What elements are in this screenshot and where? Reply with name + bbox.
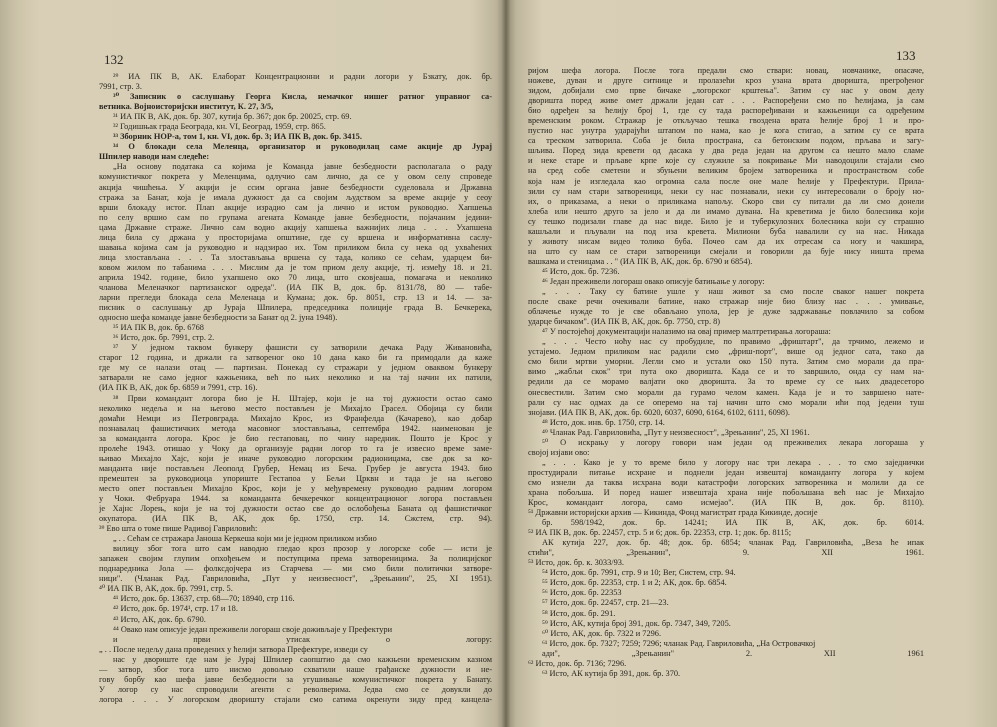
text-line: онесвестили. Затим смо морали да гурамо челом камен. Када је и то завршено нате- bbox=[528, 387, 924, 397]
text-line: облачење нужде то је све обављано упола, јер је дуже задржавање повлачило за собом bbox=[528, 307, 924, 317]
text-line: лица била су држана у просторијама општине, где су вршена и информативна саслу- bbox=[99, 232, 492, 242]
text-line: ⁴⁴ Овако нам описује један преживели логораш своје доживљаје у Префектури bbox=[113, 624, 393, 634]
text-line: њивао Михајло Хајс, који је иначе руководио логорским радионицама, све док за ко- bbox=[99, 453, 492, 463]
text-line: пустио нас унутра ударајући штапом по нама, као је кога стигао, а затим су се врата bbox=[528, 126, 924, 136]
text-line: на сред собе сметени и збуњени великим бројем затвореника и пространством собе bbox=[528, 166, 924, 176]
left-text-column bbox=[99, 72, 492, 705]
text-line: хлеба или нешто друго за јело и да ли имамо дувана. На креветима је било болесника који bbox=[528, 206, 924, 216]
text-line: рали су нас одмах да се оперемо на тај начин што смо морали ићи под једени туш bbox=[528, 397, 924, 407]
text-line: ⁶¹ Исто, док. бр. 7327; 7259; 7296; чланак Рад. Гавриловића, „На Островачкој bbox=[542, 638, 816, 648]
text-line: ветника. Војноисторијски институт, К. 27, 3/5, bbox=[99, 102, 274, 112]
right-page bbox=[506, 0, 997, 727]
text-line: запажен својим глупим опхођењем и поступцима према затвореницима. За полицијског bbox=[99, 554, 492, 564]
text-line: шавања којима сам ја руководио и надзирао их. Том приликом била су нека од ухваћених bbox=[99, 242, 492, 252]
text-line: са треском затворила. Соба је била пространа, са бетонским подом, прљава и загу- bbox=[528, 136, 924, 146]
text-line: комунистичког покрета у Меленцима, одлучио сам лично, да се у овом селу спроведе bbox=[99, 172, 492, 182]
text-line: затварали не само једног кажњеника, већ по њих неколико и на тај начин их патили, bbox=[99, 373, 492, 383]
text-line: простудирали питање исхране и поднели један извештај команданту логора у којем bbox=[528, 467, 924, 477]
text-line: су тешко подизали главе да нас виде. Било је и туберкулозних болесника који су страшно bbox=[528, 216, 924, 226]
text-line: у Чоки. Фебруара 1944. за команданта бечкеречког концентрационог логора постављен bbox=[99, 493, 492, 503]
text-line: кашљали и пљували на под иза кревета. Милиони буба навалили су на нас. Никада bbox=[528, 226, 924, 236]
text-line: ³³ Зборник НОР-а, том 1, кн. VI, док. бр. 3; ИА ПК В, док. бр. 3415. bbox=[113, 132, 362, 142]
text-line: АК кутија 227, док. бр. 48; док. бр. 6854; чланак Рад. Гавриловића, „Веза ће ипак bbox=[542, 538, 924, 548]
text-line: за команданта логора. Крос је био гестаповац, по чину наредник. Пошто је Крос у bbox=[99, 433, 492, 443]
text-line: 7991, стр. 3. bbox=[99, 82, 142, 92]
text-line: ⁴² Исто, док. бр. 1974¹, стр. 17 и 18. bbox=[113, 604, 238, 614]
text-line: односно шефа команде јавне безбедности за Банат од 2. јуна 1948). bbox=[99, 313, 338, 323]
right-text-column bbox=[528, 66, 924, 679]
text-line: домаћи Немци из Петровграда. Михајло Крос, из Франфелда (Качарево), као добар bbox=[99, 413, 492, 423]
text-line: У логор су нас спроводили агенти с револверима. Једва смо се довукли до bbox=[99, 684, 492, 694]
text-line: ⁴⁷ У постојећој документацији налазимо на овај пример малтретирања логораша: bbox=[542, 327, 831, 337]
text-line: ⁶⁰ Исто, АК, док. бр. 7322 и 7296. bbox=[542, 628, 662, 638]
text-line: ријом шефа логора. После тога предали смо ствари: новац, новчанике, опасаче, bbox=[528, 66, 924, 75]
text-line: чланова Меленачког партизанског одреда". (ИА ПК В, док. бр. 8131/78, 80 — табе- bbox=[99, 282, 492, 292]
text-line: ³⁴ О блокади села Меленца, организатор и руководилац саме акције др Јурај bbox=[113, 142, 492, 152]
text-line: ножеве, дуван и друге ситнице и пролазећи кроз узана врата дворишта, прегрођеног bbox=[528, 76, 924, 86]
text-line: ⁵¹ Државни историјски архив — Кикинда, Фонд магистрат града Кикинде, досије bbox=[528, 508, 818, 518]
page-number: 132 bbox=[104, 52, 124, 67]
text-line: временским роком. Стражар је откључао тешка гвоздена врата ћелије број 1 и про- bbox=[528, 116, 924, 126]
text-line: шљива. Поред зида кревети од дасака у два реда један на другом са нешто мало сламе bbox=[528, 146, 924, 156]
text-line: ⁴⁵ Исто, док. бр. 7236. bbox=[542, 266, 620, 276]
text-line: ⁴⁹ Чланак Рад. Гавриловића, „Пут у неизвесност", „Зрењанин", 25, XI 1961. bbox=[542, 427, 810, 437]
text-line: редили да се морамо валјати око дворишта. За то време су се њих двадесеторо bbox=[528, 377, 924, 387]
text-line: у животу нисам видео толико буба. Почео сам да их отресам са ногу и чакшира, bbox=[528, 236, 924, 246]
text-line: „ . . После недељу дана проведених у ћелији затвора Префектуре, изведи су bbox=[99, 644, 368, 654]
text-line: логора . . . У логорском дворишту стајали смо сатима окренути зиду пред канцела- bbox=[99, 694, 492, 704]
text-line: ⁶³ Исто, АК кутија бр 391, док. бр. 370. bbox=[542, 668, 681, 678]
text-line: Шпилер наводи нам следеће: bbox=[99, 152, 210, 162]
text-line: вимо „жабљи скок" три пута око дворишта. Када се и то завршило, онда су нам на- bbox=[528, 367, 924, 377]
text-line: и први утисак о логору: bbox=[113, 634, 492, 644]
text-line: ³¹ ИА ПК В, АК, док. бр. 307, кутија бр. 367; док бр. 20025, стр. 69. bbox=[113, 112, 352, 122]
text-line: ⁵⁵ Исто, док. бр. 22353, стр. 1 и 2; АК, док. бр. 6854. bbox=[542, 578, 727, 588]
text-line: био одређен за ћелију број 1, где су тада распоређивани и кажњеници са одређеним bbox=[528, 106, 924, 116]
text-line: врши блокаду истог. Плап акције израдио сам ја лично и истом руководио. Хапшења bbox=[99, 202, 492, 212]
text-line: ²⁹ ИА ПК В, АК. Елаборат Концентрационни и радни логори у Бзкату, док. бр. bbox=[113, 72, 492, 81]
text-line: лица злостављана . . . Та злостављања вршена су тада, колико се сећам, ударцем би- bbox=[99, 252, 492, 262]
text-line: окупатора. (ИА ПК В, АК, док бр. 1750, стр. 14. Сжстем, стр. 94). bbox=[99, 514, 492, 524]
text-line: нас у двориште где нам је Јурај Шпилер саопштио да смо кажњени временским казном bbox=[113, 654, 492, 664]
text-line: „ . . . Како је у то време било у логору нас три лекара . . . то смо заједнички bbox=[542, 457, 924, 467]
text-line: „ . . . Таку су батине ушле у наш живот за смо после сваког нашег покрета bbox=[542, 287, 924, 297]
text-line: ларни прегледи блокада села Меленаца и Кумана; док. бр. 8051, стр. 13 и 14. — за- bbox=[99, 293, 492, 303]
text-line: премештен за руководиоца упориште Гестапоа у Бељи Црквн и тада је на његово bbox=[99, 473, 492, 483]
text-line: устајемо. Једном приликом нас радили смо „фриш-порт", више од једног сата, тако да bbox=[528, 347, 924, 357]
text-line: на што су нам се стари затвореници смејали и говорили да бује нису ништа према bbox=[528, 246, 924, 256]
text-line: (ИА ПК В, АК, док бр. 6859 и 7991, стр. 16). bbox=[99, 383, 258, 393]
text-line: ³⁵ ИА ПК В, док. бр. 6768 bbox=[113, 323, 204, 333]
text-line: ⁴⁶ Један преживели логораш овако описује батињање у логору: bbox=[542, 276, 765, 286]
text-line: писник о саслушању др Јураја Шпилера, председника полиције града В. Бечкерека, bbox=[99, 303, 492, 313]
text-line: ³⁹ Ево шта о томе пише Радивој Гавриловић: bbox=[99, 524, 258, 534]
text-line: вашкама и стеницама . . " (ИА ПК В, АК, док. бр. 6790 и 6854). bbox=[528, 256, 753, 266]
text-line: ⁵⁴ Исто, док. бр. 7991, стр. 9 и 10; Вег, Систем, стр. 94. bbox=[542, 568, 736, 578]
text-line: старог 12 година, и држали га затвореног око 10 дана како би га примодали да каже bbox=[99, 353, 492, 363]
text-line: „ . . . Често ноћу нас су пробудиле, по правимо „фриштарт", да трчимо, лежемо и bbox=[542, 337, 924, 347]
text-line: где му се налази отац — партизан. Понекад су стражари у једном оваквом бункеру bbox=[99, 363, 492, 373]
text-line: ⁶² Исто, док. бр. 7136; 7296. bbox=[528, 658, 627, 668]
text-line: ³² Годишњак града Београда, кн. VI, Београд, 1959, стр. 865. bbox=[113, 122, 326, 132]
text-line: је Хајнс Лорењ, који је на тој дужности остао све до ослобођења Баната од фашистичког bbox=[99, 504, 492, 514]
text-line: „На основу података са којима је Команда јавне безбедности располагала о раду bbox=[113, 162, 492, 172]
text-line: и неке старе и прљаве крпе које су служиле за покривање Ми наводоцили стајали смо bbox=[528, 156, 924, 166]
text-line: ади", „Зрењанин" 2. XII 1961 bbox=[542, 648, 924, 658]
text-line: која нам је изгледала као огромна сала после оне мале ћелије у Префектури. Прила- bbox=[528, 176, 924, 186]
text-line: ³⁶ Исто, док. бр. 7991, стр. 2. bbox=[113, 333, 215, 343]
text-line: вилицу због тога што сам наводно гледао кроз прозор у логорске собе — исти је bbox=[113, 544, 492, 554]
text-line: стража за Банат, која је имала дужност да са својим људством за време акције у сеоу bbox=[99, 192, 492, 202]
text-line: Крос, командант логора, само исмејао". (ИА ПК В, док. бр. 8110). bbox=[528, 498, 924, 508]
text-line: смо били мртви уморни. Легли смо и устали око 150 пута. Затим смо морали да пра- bbox=[528, 357, 924, 367]
page-number: 133 bbox=[896, 48, 916, 63]
text-line: смо изнели да таква исхрана води катастрофи логорских затвореника и молили да се bbox=[528, 477, 924, 487]
text-line: дворишта поред живе омет држали један сат . . . Распоређени смо по ћелијама, ја сам bbox=[528, 96, 924, 106]
text-line: манданта није постављен Леополд Грубер, Немац из Беча. Грубер је августа 1943. био bbox=[99, 463, 492, 473]
text-line: ковом жилом по табанима . . . Мислим да је том приом делу акције, тј. између 18. и 21. bbox=[99, 262, 492, 272]
text-line: их, о приказама, а неки о приликама напољу. Скоро сви су питали да ли смо донели bbox=[528, 196, 924, 206]
text-line: ⁴⁸ Исто, док. инв. бр. 1750, стр. 14. bbox=[542, 417, 665, 427]
text-line: познавалац фашистичких метода масовног злостављања, септембра 1942. наименован је bbox=[99, 423, 492, 433]
text-line: ³⁷ У једном таквом бункеру фашисти су затворили дечака Раду Живановића, bbox=[113, 343, 492, 353]
text-line: „ . . Сећам се стражара Јаноша Керкеша који ми је једном приликом избио bbox=[113, 534, 377, 544]
text-line: ⁵⁹ Исто, АК, кутија број 391, док. бр. 7347, 349, 7205. bbox=[542, 618, 731, 628]
text-line: ници". (Чланак Рад. Гавриловића, „Пут у неизвесност", „Зрењанин", 25, XI 1951). bbox=[99, 574, 492, 584]
text-line: ударце бичаком". (ИА ПК В, АК, док. бр. 7750, стр. 8) bbox=[528, 317, 721, 327]
text-line: — затвор, због тога што нисмо довољно схватили наше грађанске дужности и не- bbox=[99, 664, 492, 674]
text-line: ⁵³ Исто, док. бр. к. 3033/93. bbox=[528, 558, 624, 568]
text-line: ⁵² ИА ПК В, док. бр. 22457, стр. 5 и 6; док. бр. 22353, стр. 1; док. бр. 8115; bbox=[528, 528, 792, 538]
text-line: зидом, добијали смо прве бичаке „логорског крштења". Затим су нас у овом делу bbox=[528, 86, 924, 96]
text-line: цама Државне страже. Лично сам водио акцију хапшења важнијих лица . . . Ухапшена bbox=[99, 222, 492, 232]
text-line: ⁴⁰ ИА ПК В, АК, док. бр. 7991, стр. 5. bbox=[99, 584, 233, 594]
text-line: стићи", „Зрењанин", 9. XII 1961. bbox=[528, 548, 924, 558]
text-line: ⁴³ Исто, АК, док. бр. 6790. bbox=[113, 614, 206, 624]
text-line: ⁴¹ Исто, док. бр. 13637, стр. 68—70; 18940, стр 116. bbox=[113, 594, 295, 604]
text-line: априла 1942. године, било ухапшено око 70 лица, што сковјеаша, помагача и неколико bbox=[99, 272, 492, 282]
text-line: неколико недеља и на његово место постављен је Михајло Грасел. Обојица су били bbox=[99, 403, 492, 413]
text-line: ⁵⁰ О искрању у логору говори нам један од преживелих лекара логораша у bbox=[542, 437, 924, 447]
text-line: по селу вршио сам по групама агената Команде јавне безбедности, појачаним једини- bbox=[99, 212, 492, 222]
text-line: ³⁰ Записник о саслушању Георга Кисла, немачког нишег ратног управног са- bbox=[113, 92, 492, 102]
text-line: пролеће 1943. отишао у Чоку да организује радни логор то га је извесно време заме- bbox=[99, 443, 492, 453]
text-line: својој изјави ово: bbox=[528, 447, 590, 457]
text-line: поднаредника Јола — фолксдојчера из Старчева — ми смо били политички затворе- bbox=[99, 564, 492, 574]
text-line: храна побољша. И поред нашег извештаја храна није побољшана већ нас је Михајло bbox=[528, 487, 924, 497]
text-line: ³⁸ Први командант логора био је Н. Штајер, који је на тој дужности остао само bbox=[113, 393, 492, 403]
text-line: ⁵⁶ Исто, док. бр. 22353 bbox=[542, 588, 622, 598]
text-line: ⁵⁷ Исто, док. бр. 22457, стр. 21—23. bbox=[542, 598, 669, 608]
text-line: после сваке речи очекивали батине, нако стражар није био близу нас . . . умивање, bbox=[528, 297, 924, 307]
book-gutter bbox=[502, 0, 510, 727]
text-line: место опет постављен Михајло Крос, који је у међувремену руководио радним логором bbox=[99, 483, 492, 493]
text-line: бр. 598/1942, док. бр. 14241; ИА ПК В, АК, док. бр. 6014. bbox=[542, 518, 924, 528]
text-line: акција чишћења. У акцији је ссим органа јавне безбедности суделовала и Државна bbox=[99, 182, 492, 192]
text-line: знојави. (ИА ПК В, АК, док. бр. 6020, 6037, 6090, 6164, 6102, 6111, 6098). bbox=[528, 407, 790, 417]
text-line: говy борбу као шефа јавне безбедности за угушивање комунистичког покрета у Банату. bbox=[99, 674, 492, 684]
text-line: ⁵⁸ Исто, док. бр. 291. bbox=[542, 608, 616, 618]
text-line: зили су нам стари затвореници, неки су нас познавали, неки су интересовали о броју но- bbox=[528, 186, 924, 196]
